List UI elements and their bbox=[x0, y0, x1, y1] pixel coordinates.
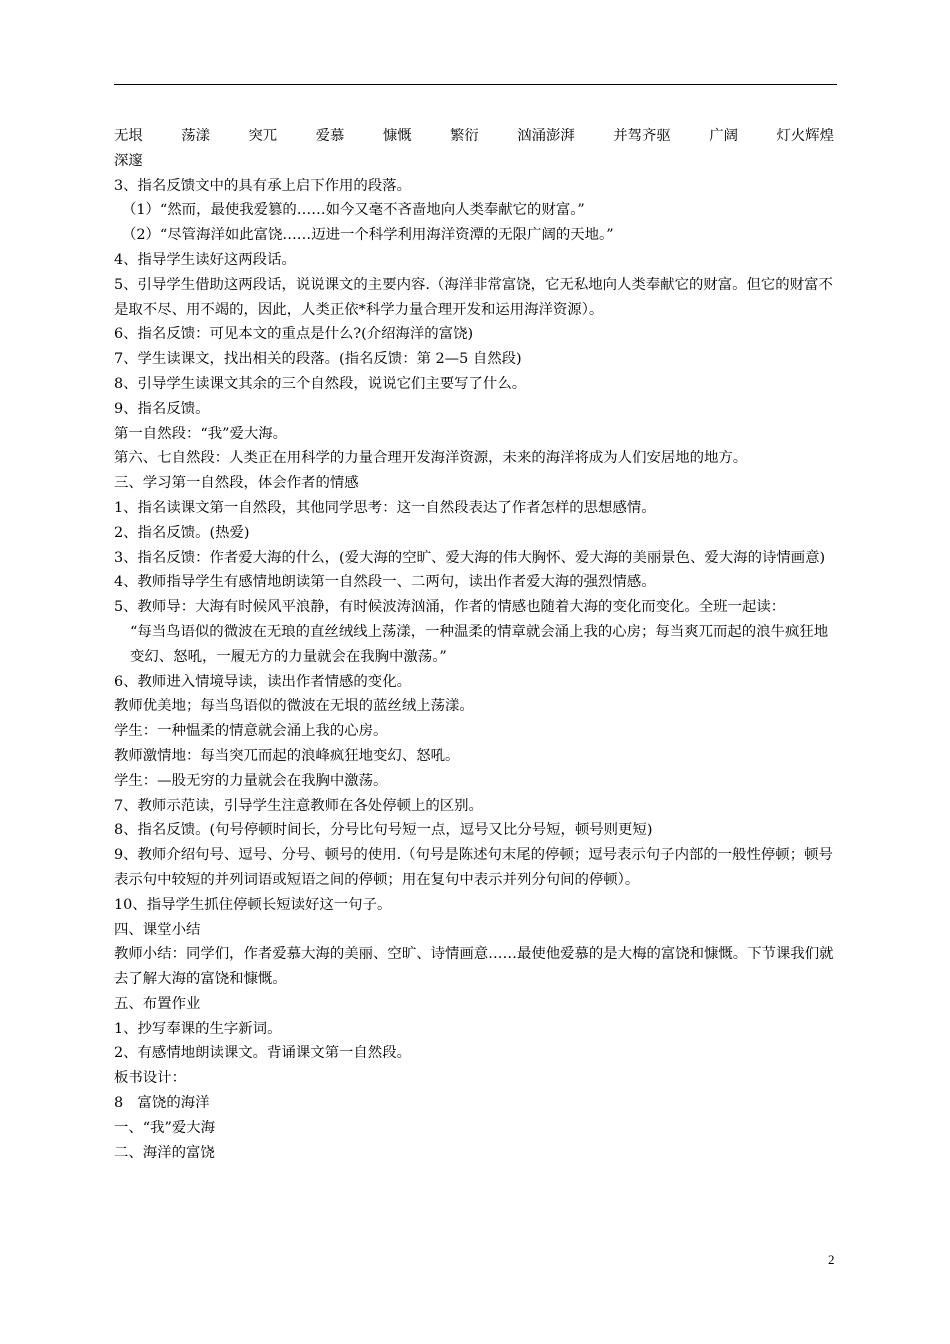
board-title: 8 富饶的海洋 bbox=[114, 1095, 210, 1112]
text-line: 二、海洋的富饶 bbox=[114, 1144, 215, 1161]
vocab-word: 荡漾 bbox=[181, 128, 210, 144]
text-line: 第六、七自然段：人类正在用科学的力量合理开发海洋资源，未来的海洋将成为人们安居地的地方。 bbox=[114, 450, 748, 467]
vocab-word: 无垠 bbox=[114, 128, 143, 144]
vocab-word: 突兀 bbox=[248, 128, 278, 144]
vocab-word: 繁衍 bbox=[450, 128, 479, 144]
text-paragraph: 3、指名反馈：作者爱大海的什么，(爱大海的空旷、爱大海的伟大胸怀、爱大海的美丽景色、爱大海的诗情画意) bbox=[114, 549, 826, 566]
vocab-word: 并驾齐驱 bbox=[613, 128, 671, 144]
text-line: 第一自然段：“我”爱大海。 bbox=[114, 425, 288, 442]
vocabulary-line bbox=[114, 124, 834, 149]
text-paragraph: 9、教师介绍句号、逗号、分号、顿号的使用.（句号是陈述句末尾的停顿；逗号表示句子内部的一般性停顿；顿号表示句中较短的并列词语或短语之间的停顿；用在复句中表示并列分句间的停顿）。 bbox=[114, 847, 833, 888]
quote-paragraph: “每当鸟语似的微波在无琅的直丝绒线上荡漾，一种温柔的情章就会涌上我的心房；每当爽兀而起的浪牛疯狂地变幻、怒吼，一履无方的力量就会在我胸中激荡。” bbox=[130, 623, 829, 665]
vocab-word: 广阔 bbox=[709, 128, 738, 144]
text-line: 学生：—股无穷的力量就会在我胸中激荡。 bbox=[114, 772, 388, 789]
text-line: 1、抄写奉课的生字新词。 bbox=[114, 1020, 282, 1037]
text-line: 9、指名反馈。 bbox=[114, 400, 210, 417]
text-line: 4、教师指导学生有感情地朗读第一自然段一、二两句，读出作者爱大海的强烈情感。 bbox=[114, 574, 656, 591]
text-line: 教师优美地；每当鸟语似的微波在无垠的蓝丝绒上荡漾。 bbox=[114, 698, 474, 715]
vocab-word: 汹涌澎湃 bbox=[517, 128, 575, 144]
text-line: 3、指名反馈文中的具有承上启下作用的段落。 bbox=[114, 177, 411, 194]
vocab-word: 爱慕 bbox=[315, 128, 345, 144]
text-paragraph: 5、引导学生借助这两段话，说说课文的主要内容.（海洋非常富饶，它无私地向人类奉献它的财富。但它的财富不是取不尽、用不竭的，因此，人类正依*科学力量合理开发和运用海洋资源）。 bbox=[114, 276, 833, 318]
text-paragraph: 教师小结：同学们，作者爱慕大海的美丽、空旷、诗情画意……最使他爱慕的是大梅的富饶和慷慨。下节课我们就去了解大海的富饶和慷慨。 bbox=[114, 946, 834, 988]
text-line: 学生：一种愠柔的情意就会涌上我的心房。 bbox=[114, 723, 388, 740]
section-heading: 五、布置作业 bbox=[114, 995, 201, 1012]
text-line: 6、指名反馈：可见本文的重点是什么?(介绍海洋的富饶) bbox=[114, 326, 474, 343]
text-line: 8、引导学生读课文其余的三个自然段，说说它们主要写了什么。 bbox=[114, 375, 527, 392]
section-heading: 四、课堂小结 bbox=[114, 921, 201, 938]
section-heading: 三、学习第一自然段，体会作者的情感 bbox=[114, 475, 359, 492]
text-line: 1、指名读课文第一自然段，其他同学思考：这一自然段表达了作者怎样的思想感情。 bbox=[114, 499, 656, 516]
text-line: 4、指导学生读好这两段话。 bbox=[114, 251, 296, 268]
text-line: 7、学生读课文，找出相关的段落。(指名反馈：第 2—5 自然段) bbox=[114, 351, 522, 368]
text-line: 10、指导学生抓住停顿长短读好这一句子。 bbox=[114, 896, 392, 913]
text-line: 7、教师示范读，引导学生注意教师在各处停顿上的区别。 bbox=[114, 797, 483, 814]
text-line: （2）“尽管海洋如此富饶……迈进一个科学利用海洋资潭的无限广阔的天地。” bbox=[122, 227, 614, 244]
document-body bbox=[114, 124, 839, 1165]
text-line: 2、有感情地朗读课文。背诵课文第一自然段。 bbox=[114, 1045, 411, 1062]
page-number: 2 bbox=[828, 1252, 835, 1267]
vocab-word: 灯火辉煌 bbox=[776, 128, 834, 144]
text-line: 8、指名反馈。(句号停顿时间长，分号比句号短一点，逗号又比分号短，顿号则更短) bbox=[114, 822, 653, 839]
text-paragraph: 5、教师导：大海有时候风平浪静，有时候波涛汹涌，作者的情感也随着大海的变化而变化。全班一起读： bbox=[114, 599, 786, 616]
text-line: （1）“然而，最使我爱篡的……如今又毫不吝啬地向人类奉献它的财富。” bbox=[122, 202, 585, 219]
text-line: 板书设计： bbox=[114, 1070, 186, 1087]
text-line: 2、指名反馈。(热爱) bbox=[114, 524, 250, 541]
vocab-word: 慷慨 bbox=[382, 128, 412, 144]
text-line: 教师激情地：每当突兀而起的浪峰疯狂地变幻、怒吼。 bbox=[114, 747, 460, 764]
text-line: 一、“我”爱大海 bbox=[114, 1119, 216, 1136]
text-line: 6、教师进入情境导读，读出作者情感的变化。 bbox=[114, 673, 411, 690]
text-line: 深邃 bbox=[114, 152, 143, 169]
header-rule bbox=[114, 84, 837, 85]
